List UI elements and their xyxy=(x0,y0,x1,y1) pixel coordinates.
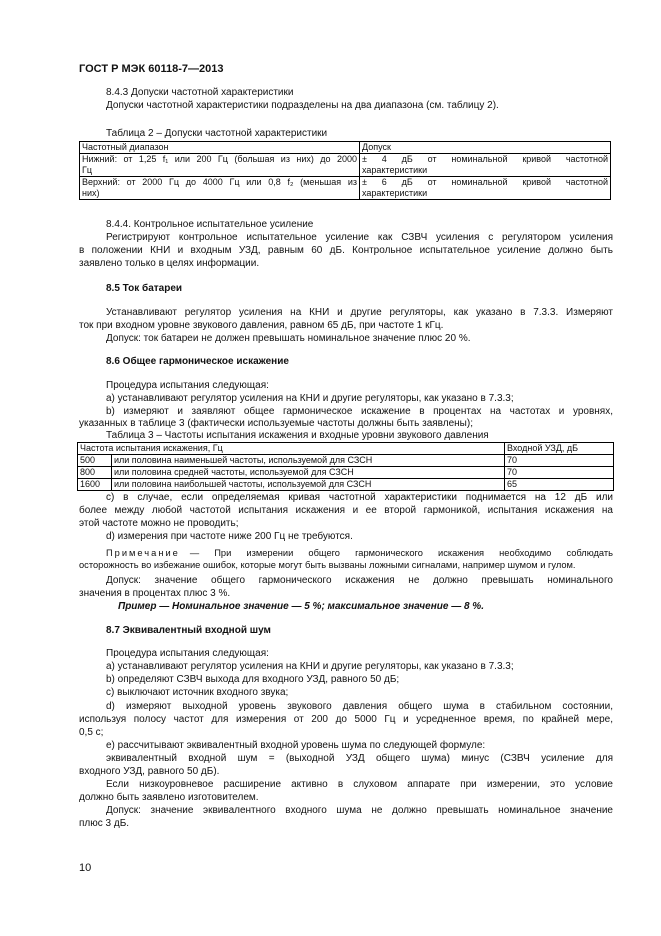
paragraph-line: Допуск: значение общего гармонического искажения не должно превышать номинального xyxy=(106,575,613,586)
paragraph-line: а) устанавливают регулятор усиления на КНИ и другие регуляторы, как указано в 7.3.3; xyxy=(106,393,514,404)
paragraph-line: 0,5 с; xyxy=(79,727,104,738)
section-87-title: 8.7 Эквивалентный входной шум xyxy=(106,625,271,636)
table2-caption: Таблица 2 – Допуски частотной характеристики xyxy=(106,128,328,139)
paragraph-line: Устанавливают регулятор усиления на КНИ и другие регуляторы, как указано в 7.3.3. Измеряют xyxy=(106,307,613,318)
note-label: Примечание xyxy=(106,548,180,558)
table3-cell-freq: 500 xyxy=(78,455,112,467)
page-number: 10 xyxy=(79,862,92,874)
table-row xyxy=(80,154,611,177)
paragraph-line: b) определяют СЗВЧ выхода для входного УЗД, равного 50 дБ; xyxy=(106,674,400,685)
paragraph-line: этой частоте можно не проводить; xyxy=(79,518,239,529)
paragraph-line: заявлено только в целях информации. xyxy=(79,258,260,269)
table3-caption: Таблица 3 – Частоты испытания искажения и входные уровни звукового давления xyxy=(106,430,489,441)
paragraph-line: b) измеряют и заявляют общее гармоническое искажение в процентах на частотах и уровнях, xyxy=(106,406,613,417)
table3-cell-spl: 70 xyxy=(505,455,614,467)
table2 xyxy=(79,141,611,200)
table2-header-tolerance: Допуск xyxy=(360,142,611,154)
paragraph-line: Допуск: значение эквивалентного входного шума не должно превышать номинальное значение xyxy=(106,805,613,816)
note-text: — При измерении общего гармонического искажения необходимо соблюдать xyxy=(189,548,613,558)
table-row xyxy=(78,467,614,479)
table2-cell-range: Нижний: от 1,25 f₁ или 200 Гц (большая из них) до 2000 Гц xyxy=(80,154,360,177)
paragraph-line: указанных в таблице 3 (фактически используемые частоты должны быть заявлены); xyxy=(79,418,473,429)
section-844-title: 8.4.4. Контрольное испытательное усиление xyxy=(106,219,314,230)
table3 xyxy=(77,442,614,491)
table3-cell-desc: или половина наибольшей частоты, используемой для СЗСН xyxy=(112,479,505,491)
table3-cell-desc: или половина средней частоты, используемой для СЗСН xyxy=(112,467,505,479)
section-843-text: Допуски частотной характеристики подразделены на два диапазона (см. таблицу 2). xyxy=(106,100,499,111)
note-line: осторожность во избежание ошибок, которые могут быть вызваны ложными сигналами, например шумом и гулом. xyxy=(79,560,576,570)
paragraph-line: а) устанавливают регулятор усиления на КНИ и другие регуляторы, как указано в 7.3.3; xyxy=(106,661,514,672)
section-85-title: 8.5 Ток батареи xyxy=(106,283,183,294)
paragraph-line: значения в процентах плюс 3 %. xyxy=(79,588,231,599)
paragraph-line: более между любой частотой испытания искажения и ее второй гармоникой, испытания искажения на xyxy=(79,505,613,516)
paragraph-line: d) измерения при частоте ниже 200 Гц не требуются. xyxy=(106,531,353,542)
table2-header-range: Частотный диапазон xyxy=(80,142,360,154)
paragraph-line: ток при входном уровне звукового давления, равном 65 дБ, при частоте 1 кГц. xyxy=(79,320,444,331)
paragraph-line: Процедура испытания следующая: xyxy=(106,380,269,391)
paragraph-line: Допуск: ток батареи не должен превышать номинальное значение плюс 20 %. xyxy=(106,333,471,344)
example: Пример — Номинальное значение — 5 %; максимальное значение — 8 %. xyxy=(118,601,484,612)
table3-cell-desc: или половина наименьшей частоты, используемой для СЗСН xyxy=(112,455,505,467)
table-row xyxy=(78,479,614,491)
paragraph-line: Регистрируют контрольное испытательное усиление как СЗВЧ усиления с регулятором усиления xyxy=(106,232,613,243)
table2-cell-tolerance: ± 4 дБ от номинальной кривой частотной характеристики xyxy=(360,154,611,177)
paragraph-line: с) выключают источник входного звука; xyxy=(106,687,289,698)
table2-cell-range: Верхний: от 2000 Гц до 4000 Гц или 0,8 f₂ (меньшая из них) xyxy=(80,177,360,200)
paragraph-line: е) рассчитывают эквивалентный входной уровень шума по следующей формуле: xyxy=(106,740,486,751)
section-86-title: 8.6 Общее гармоническое искажение xyxy=(106,356,289,367)
table3-header-frequency: Частота испытания искажения, Гц xyxy=(78,443,505,455)
paragraph-line: Процедура испытания следующая: xyxy=(106,648,269,659)
table3-cell-spl: 65 xyxy=(505,479,614,491)
table3-cell-spl: 70 xyxy=(505,467,614,479)
table3-header-spl: Входной УЗД, дБ xyxy=(505,443,614,455)
table3-cell-freq: 800 xyxy=(78,467,112,479)
paragraph-line: Если низкоуровневое расширение активно в слуховом аппарате при измерении, это условие xyxy=(106,779,613,790)
document-header: ГОСТ Р МЭК 60118-7—2013 xyxy=(79,63,224,75)
table3-cell-freq: 1600 xyxy=(78,479,112,491)
paragraph-line: плюс 3 дБ. xyxy=(79,818,130,829)
table-row xyxy=(80,177,611,200)
table-row xyxy=(78,455,614,467)
note xyxy=(106,547,613,559)
paragraph-line: эквивалентный входной шум = (выходной УЗД общего шума) минус (СЗВЧ усиление для xyxy=(106,753,613,764)
paragraph-line: используя полосу частот для измерения от 200 до 5000 Гц и усредненное время, по крайней мере, xyxy=(79,714,613,725)
paragraph-line: d) измеряют выходной уровень звукового давления общего шума в стабильном состоянии, xyxy=(106,701,613,712)
paragraph-line: в положении КНИ и входным УЗД, равным 60 дБ. Контрольное испытательное усиление должно быть xyxy=(79,245,613,256)
table2-cell-tolerance: ± 6 дБ от номинальной кривой частотной характеристики xyxy=(360,177,611,200)
paragraph-line: с) в случае, если определяемая кривая частотной характеристики поднимается на 12 дБ или xyxy=(106,492,613,503)
paragraph-line: входного УЗД, равного 50 дБ). xyxy=(79,766,220,777)
paragraph-line: должно быть заявлено изготовителем. xyxy=(79,792,259,803)
section-843-title: 8.4.3 Допуски частотной характеристики xyxy=(106,87,294,98)
